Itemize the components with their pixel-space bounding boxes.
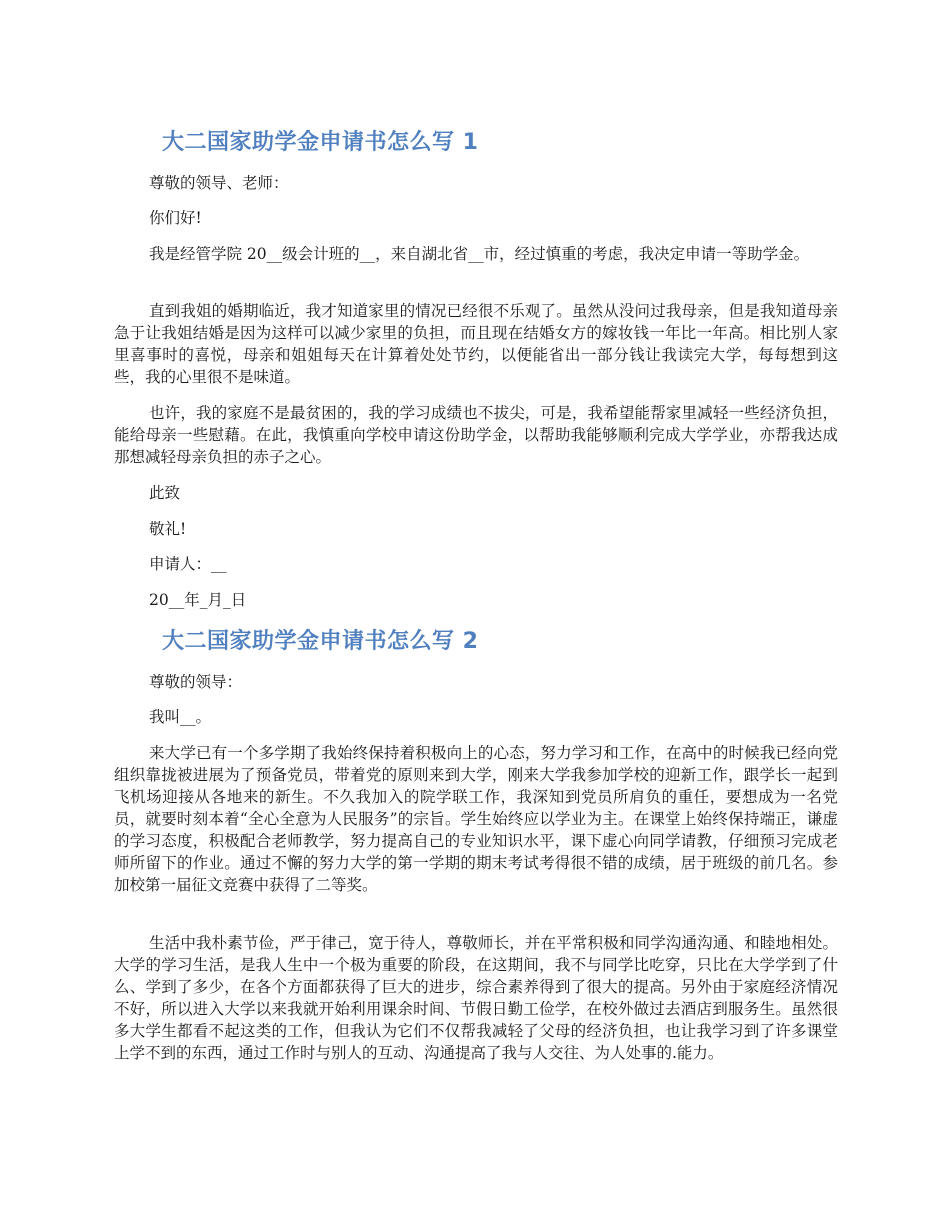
section2-salutation: 尊敬的领导： (149, 673, 243, 691)
section1-paragraph-1: 我是经管学院 20__级会计班的__，来自湖北省__市，经过慎重的考虑，我决定申请一等助学金。 (149, 245, 810, 263)
section2-intro: 我叫__。 (149, 708, 212, 726)
section1-paragraph-2: 直到我姐的婚期临近，我才知道家里的情况已经很不乐观了。虽然从没问过我母亲，但是我知道母亲急于让我姐结婚是因为这样可以减少家里的负担，而且现在结婚女方的嫁妆钱一年比一年高。相比别人家里喜事时的喜悦，母亲和姐姐每天在计算着处处节约，以便能省出一部分钱让我读完大学，每每想到这些，我的心里很不是味道。 (114, 302, 838, 386)
section1-salutation: 尊敬的领导、老师： (149, 174, 289, 192)
section1-closing-1: 此致 (149, 484, 181, 502)
section1-title: 大二国家助学金申请书怎么写 1 (162, 130, 479, 155)
section2-paragraph-2: 生活中我朴素节俭，严于律己，宽于待人，尊敬师长，并在平常积极和同学沟通沟通、和睦地相处。大学的学习生活，是我人生中一个极为重要的阶段，在这期间，我不与同学比吃穿，只比在大学学到了什么、学到了多少，在各个方面都获得了巨大的进步，综合素养得到了很大的提高。另外由于家庭经济情况不好，所以进入大学以来我就开始利用课余时间、节假日勤工俭学，在校外做过去酒店到服务生。虽然很多大学生都看不起这类的工作，但我认为它们不仅帮我减轻了父母的经济负担，也让我学习到了许多课堂上学不到的东西，通过工作时与别人的互动、沟通提高了我与人交往、为人处事的.能力。 (114, 934, 838, 1062)
section1-date: 20__年_月_日 (149, 591, 247, 609)
section2-title: 大二国家助学金申请书怎么写 2 (162, 629, 479, 654)
section1-closing-2: 敬礼! (149, 520, 187, 538)
section1-greeting: 你们好! (149, 209, 202, 227)
section2-paragraph-1: 来大学已有一个多学期了我始终保持着积极向上的心态，努力学习和工作，在高中的时候我已经向党组织靠拢被进展为了预备党员，带着党的原则来到大学，刚来大学我参加学校的迎新工作，跟学长一起到飞机场迎接从各地来的新生。不久我加入的院学联工作，我深知到党员所肩负的重任，要想成为一名党员，就要时刻本着“全心全意为人民服务”的宗旨。学生始终应以学业为主。在课堂上始终保持端正，谦虚的学习态度，积极配合老师教学，努力提高自己的专业知识水平，课下虚心向同学请教，仔细预习完成老师所留下的作业。通过不懈的努力大学的第一学期的期末考试考得很不错的成绩，居于班级的前几名。参加校第一届征文竞赛中获得了二等奖。 (114, 744, 838, 894)
section1-paragraph-3: 也许，我的家庭不是最贫困的，我的学习成绩也不拔尖，可是，我希望能帮家里减轻一些经济负担，能给母亲一些慰藉。在此，我慎重向学校申请这份助学金，以帮助我能够顺利完成大学学业，亦帮我达成那想减轻母亲负担的赤子之心。 (114, 404, 838, 466)
section1-applicant: 申请人：__ (149, 555, 227, 573)
